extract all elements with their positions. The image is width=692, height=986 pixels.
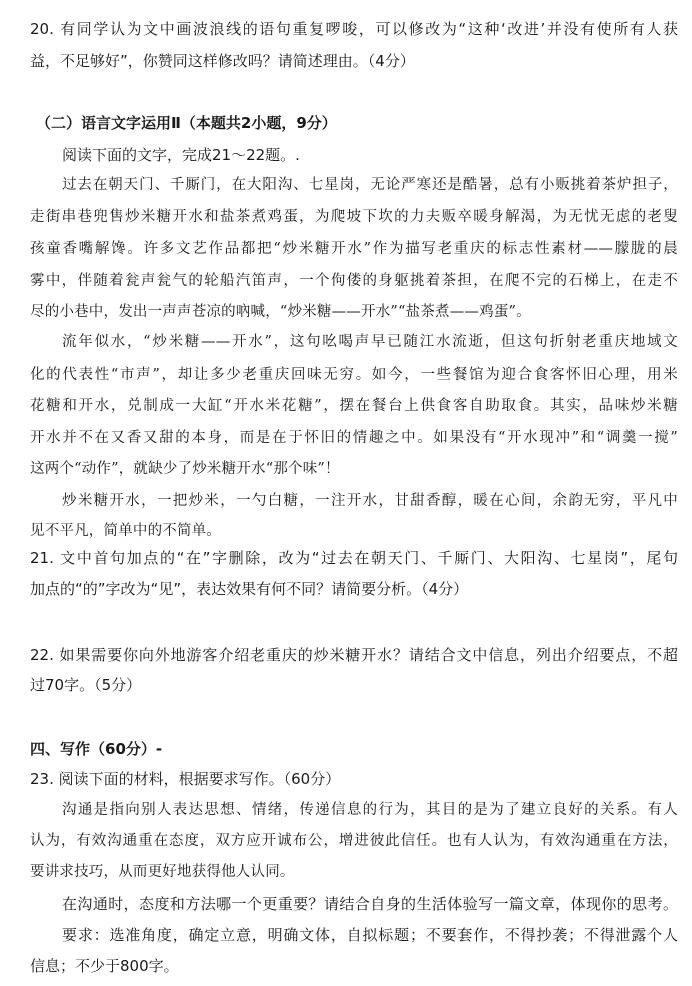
q21-line-1: 21. 文中首句加点的“在”字删除，改为“过去在朝天门、千厮门、大阳沟、七星岗”，尾句 — [30, 549, 678, 567]
passage-p2-line-1: 流年似水，“炒米糖——开水”，这句吆喝声早已随江水流逝，但这句折射老重庆地域文 — [62, 334, 678, 350]
passage-p2-line-3: 花糖和开水，兑制成一大缸“开水米花糖”，摆在餐台上供食客自助取食。其实，品味炒米糖 — [30, 398, 678, 414]
passage-p1-line-1: 过去在朝天门、千厮门，在大阳沟、七星岗，无论严寒还是酷暑，总有小贩挑着茶炉担子， — [62, 177, 678, 193]
passage-p1-line-3: 孩童香嘴解馋。许多文艺作品都把“炒米糖开水”作为描写老重庆的标志性素材——朦胧的晨 — [30, 241, 678, 257]
passage-p1-line-5: 尽的小巷中，发出一声声苍凉的吶喊，“炒米糖——开水”“盐茶煮——鸡蛋”。 — [30, 304, 531, 320]
q23-material-line-1: 沟通是指向别人表达思想、情绪，传递信息的行为，其目的是为了建立良好的关系。有人 — [62, 802, 678, 818]
q23-prompt: 在沟通时，态度和方法哪一个更重要？请结合自身的生活体验写一篇文章，体现你的思考。 — [62, 895, 678, 913]
q22-line-2: 过70字。（5分） — [30, 676, 142, 694]
q20-line-2: 益，不足够好”，你赞同这样修改吗？请简述理由。（4分） — [30, 52, 415, 70]
passage-p3-line-2: 见不平凡，简单中的不简单。 — [30, 523, 222, 539]
q23-line-1: 23. 阅读下面的材料，根据要求写作。（60分） — [30, 770, 341, 788]
q23-material-line-2: 认为，有效沟通重在态度，双方应开诚布公，增进彼此信任。也有人认为，有效沟通重在方法， — [30, 833, 678, 849]
q23-material-line-3: 要讲求技巧，从而更好地获得他人认同。 — [30, 864, 295, 880]
q23-requirements-line-2: 信息；不少于800字。 — [30, 957, 179, 975]
section-2-heading: （二）语言文字运用Ⅱ（本题共2小题，9分） — [36, 114, 337, 132]
passage-p2-line-5: 这两个“动作”，就缺少了炒米糖开水“那个味”！ — [30, 461, 340, 477]
q21-line-2: 加点的“的”字改为“见”，表达效果有何不同？请简要分析。（4分） — [30, 580, 469, 598]
passage-p2-line-2: 化的代表性“市声”，却让多少老重庆回味无穷。如今，一些餐馆为迎合食客怀旧心理，用米 — [30, 367, 678, 383]
q23-requirements-line-1: 要求：选准角度，确定立意，明确文体，自拟标题；不要套作，不得抄袭；不得泄露个人 — [62, 926, 678, 944]
passage-p1-line-2: 走街串巷兜售炒米糖开水和盐茶煮鸡蛋，为爬坡下坎的力夫贩卒暖身解渴，为无忧无虑的老叟 — [30, 209, 678, 225]
passage-p3-line-1: 炒米糖开水，一把炒米，一勺白糖，一注开水，甘甜香醇，暖在心间，余韵无穷，平凡中 — [62, 493, 678, 509]
passage-p1-line-4: 雾中，伴随着瓮声瓮气的轮船汽笛声，一个佝偻的身躯挑着茶担，在爬不完的石梯上，在走不 — [30, 273, 678, 289]
section-2-instruction: 阅读下面的文字，完成21～22题。. — [62, 146, 300, 164]
q22-line-1: 22. 如果需要你向外地游客介绍老重庆的炒米糖开水？请结合文中信息，列出介绍要点，不超 — [30, 646, 678, 664]
q20-line-1: 20. 有同学认为文中画波浪线的语句重复啰唆，可以修改为“这种‘改进’并没有使所有人获 — [30, 20, 678, 38]
passage-p2-line-4: 开水并不在又香又甜的本身，而是在于怀旧的情趣之中。如果没有“开水现冲”和“调羹一搅” — [30, 430, 678, 446]
section-4-heading: 四、写作（60分）- — [30, 740, 163, 758]
